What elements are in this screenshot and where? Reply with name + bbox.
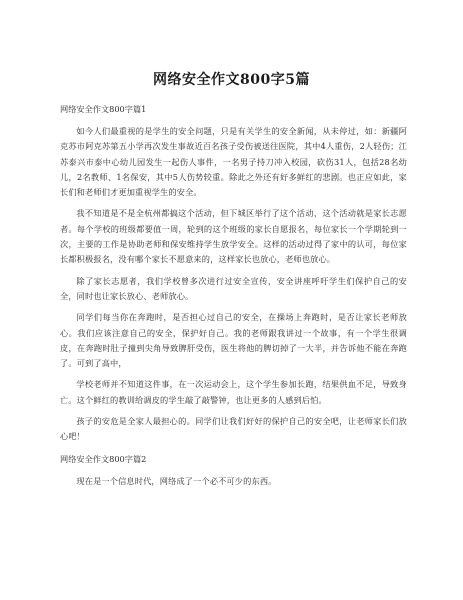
- paragraph: 如今人们最重视的是学生的安全问题，只是有关学生的安全新闻，从未停过，如：新疆阿克苏市阿克苏第五小学再次发生事故近百名孩子受伤被送往医院，其中4人重伤，2人轻伤；江苏泰兴市泰中心幼儿园发生一起伤人事件，一名男子持刀冲入校园，砍伤31人，包括28名幼儿，2名教师、1名保安，其中5人伤势较重。除此之外还有好多鲜红的悲剧。也正应如此，家长们和老师们才更加重视学生的安全。: [60, 126, 407, 198]
- page-title: 网络安全作文800字5篇: [153, 72, 310, 88]
- paragraph: 我不知道是不是全杭州都搞这个活动，但下城区举行了这个活动，这个活动就是家长志愿者。每个学校的班级都要值一周，轮到的这个班级的家长自愿报名，每位家长一个学期轮到一次，主要的工作是协助老师和保安维持学生放学安全。这样的活动过得了家中的认可，每位家长都积极报名，没有哪个家长不愿意来的，这样家长也放心，老师也放心。: [60, 208, 407, 265]
- paragraph: 学校老师并不知道这件事，在一次运动会上，这个学生参加长跑，结果供血不足，导致身亡。这个鲜红的教训给调皮的学生敲了敲警钟，也让更多的人感到后怕。: [60, 379, 407, 405]
- section-heading: 网络安全作文800字篇1: [60, 104, 147, 114]
- section-heading: 网络安全作文800字篇2: [60, 453, 147, 464]
- paragraph: 现在是一个信息时代，网络成了一个必不可少的东西。: [76, 475, 277, 486]
- paragraph: 除了家长志愿者，我们学校曾多次进行过安全宣传，安全讲座呼吁学生们保护自己的安全，同时也让家长放心、老师放心。: [60, 275, 407, 301]
- paragraph: 同学们每当你在奔跑时，是否担心过自己的安全，在操场上奔跑时，是否让家长老师放心。我们应该注意自己的安全，保护好自己。我的老师跟我讲过一个故事，有一个学生很调皮，在奔跑时肚子撞到尖角导致脾肝受伤，医生将他的脾切掉了一大半，并告诉他不能在奔跑了。可到了高中，: [60, 312, 407, 369]
- paragraph: 孩子的安危是全家人最担心的。同学们让我们好好的保护自己的安全吧，让老师家长们放心吧！: [60, 416, 407, 442]
- document-body: [60, 103, 407, 495]
